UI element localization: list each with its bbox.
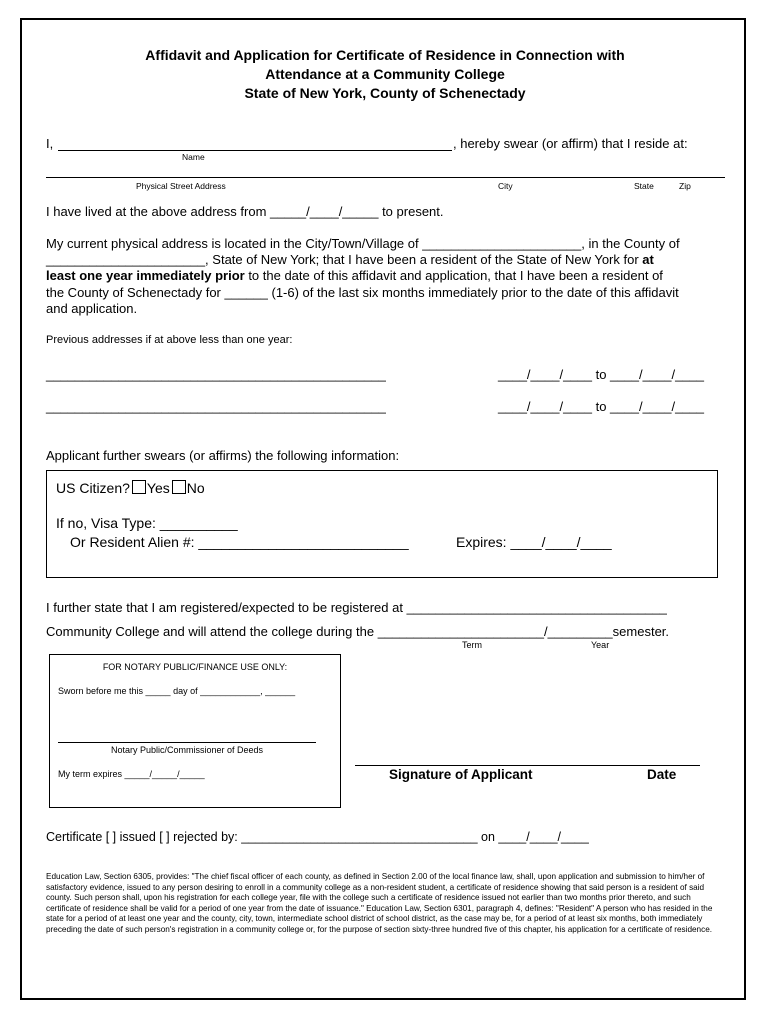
lived-line: I have lived at the above address from _____/____/_____ to present. [46,204,444,219]
certificate-line: Certificate [ ] issued [ ] rejected by: __________________________________ on ____/____/____ [46,830,589,844]
previous-address-2[interactable]: _______________________________________________ [46,399,386,414]
no-label: No [186,480,205,496]
notary-commissioner-label: Notary Public/Commissioner of Deeds [110,745,264,755]
name-label: Name [182,152,205,162]
previous-label: Previous addresses if at above less than one year: [46,334,293,346]
title-line-2: Attendance at a Community College [265,66,505,82]
signature-label: Signature of Applicant [389,767,533,782]
zip-label: Zip [679,181,691,191]
title-line-3: State of New York, County of Schenectady [244,85,526,101]
residency-line-5: and application. [46,301,138,316]
no-checkbox[interactable] [172,480,186,494]
street-label: Physical Street Address [136,181,226,191]
yes-checkbox[interactable] [132,480,146,494]
notary-box [49,654,341,808]
city-label: City [498,181,513,191]
term-label: Term [462,640,482,650]
signature-line[interactable] [355,765,700,766]
name-field[interactable] [58,150,452,151]
registration-line-1: I further state that I am registered/expected to be registered at ____________________________________ [46,600,667,615]
us-citizen-row [56,480,205,496]
notary-heading: FOR NOTARY PUBLIC/FINANCE USE ONLY: [102,662,288,672]
swear-prefix: I, [46,136,54,151]
residency-line-4: the County of Schenectady for ______ (1-6) of the last six months immediately prior to the date of this affidavit [46,285,679,300]
state-label: State [634,181,654,191]
us-citizen-label: US Citizen? [56,480,130,496]
title-line-1: Affidavit and Application for Certificate of Residence in Connection with [145,47,625,63]
resident-alien-line: Or Resident Alien #: ___________________________ [70,534,409,550]
yes-label: Yes [146,480,170,496]
education-law-text: Education Law, Section 6305, provides: "The chief fiscal officer of each county, as defined in Section 2.00 of the local finance law, shall, upon application and submission to him/her of satisfactory evidence, issued to any person desiring to enroll in a community college as a non-resident student, a certificate of residence showing that said person is a resident of said county. Such person shall, upon his registration for each college year, file with the college such a certificate of residence issued not earlier than two months prior thereto, and such certificate of residence shall be valid for a period of one year from the date of issuance." Education Law, Section 6301, paragraph 4, defines: "Resident" A person who has resided in the state for a period of at least one year and the county, city, town, intermediate school district of school district, as the case may be, for a period of at least six months, both immediately preceding the date of such person's registration in a community college or, for the purpose of section sixty-three hundred five of this chapter, his application for a certificate of residence. [46,872,713,934]
year-label: Year [591,640,610,650]
notary-term-line: My term expires _____/_____/_____ [58,769,205,779]
residency-bold-phrase: least one year immediately prior [46,268,245,283]
address-field[interactable] [46,177,725,178]
date-label: Date [647,767,677,782]
residency-line-2: ______________________, State of New York; that I have been a resident of the State of New York for [46,252,643,267]
notary-sworn-line: Sworn before me this _____ day of ____________, ______ [58,686,296,696]
previous-dates-2[interactable]: ____/____/____ to ____/____/____ [498,399,705,414]
previous-dates-1[interactable]: ____/____/____ to ____/____/____ [498,367,705,382]
expires-line: Expires: ____/____/____ [456,534,612,550]
residency-line-1: My current physical address is located in the City/Town/Village of ______________________, in the County of [46,236,680,251]
swear-suffix: , hereby swear (or affirm) that I reside at: [453,136,688,151]
previous-address-1[interactable]: _______________________________________________ [46,367,386,382]
residency-line-3: to the date of this affidavit and application, that I have been a resident of [244,268,663,283]
notary-signature-line[interactable] [58,742,316,743]
visa-type-line: If no, Visa Type: __________ [56,515,238,531]
residency-bold-at: at [642,252,654,267]
further-label: Applicant further swears (or affirms) the following information: [46,448,400,463]
registration-line-2: Community College and will attend the college during the _______________________/_________semester. [46,624,670,639]
